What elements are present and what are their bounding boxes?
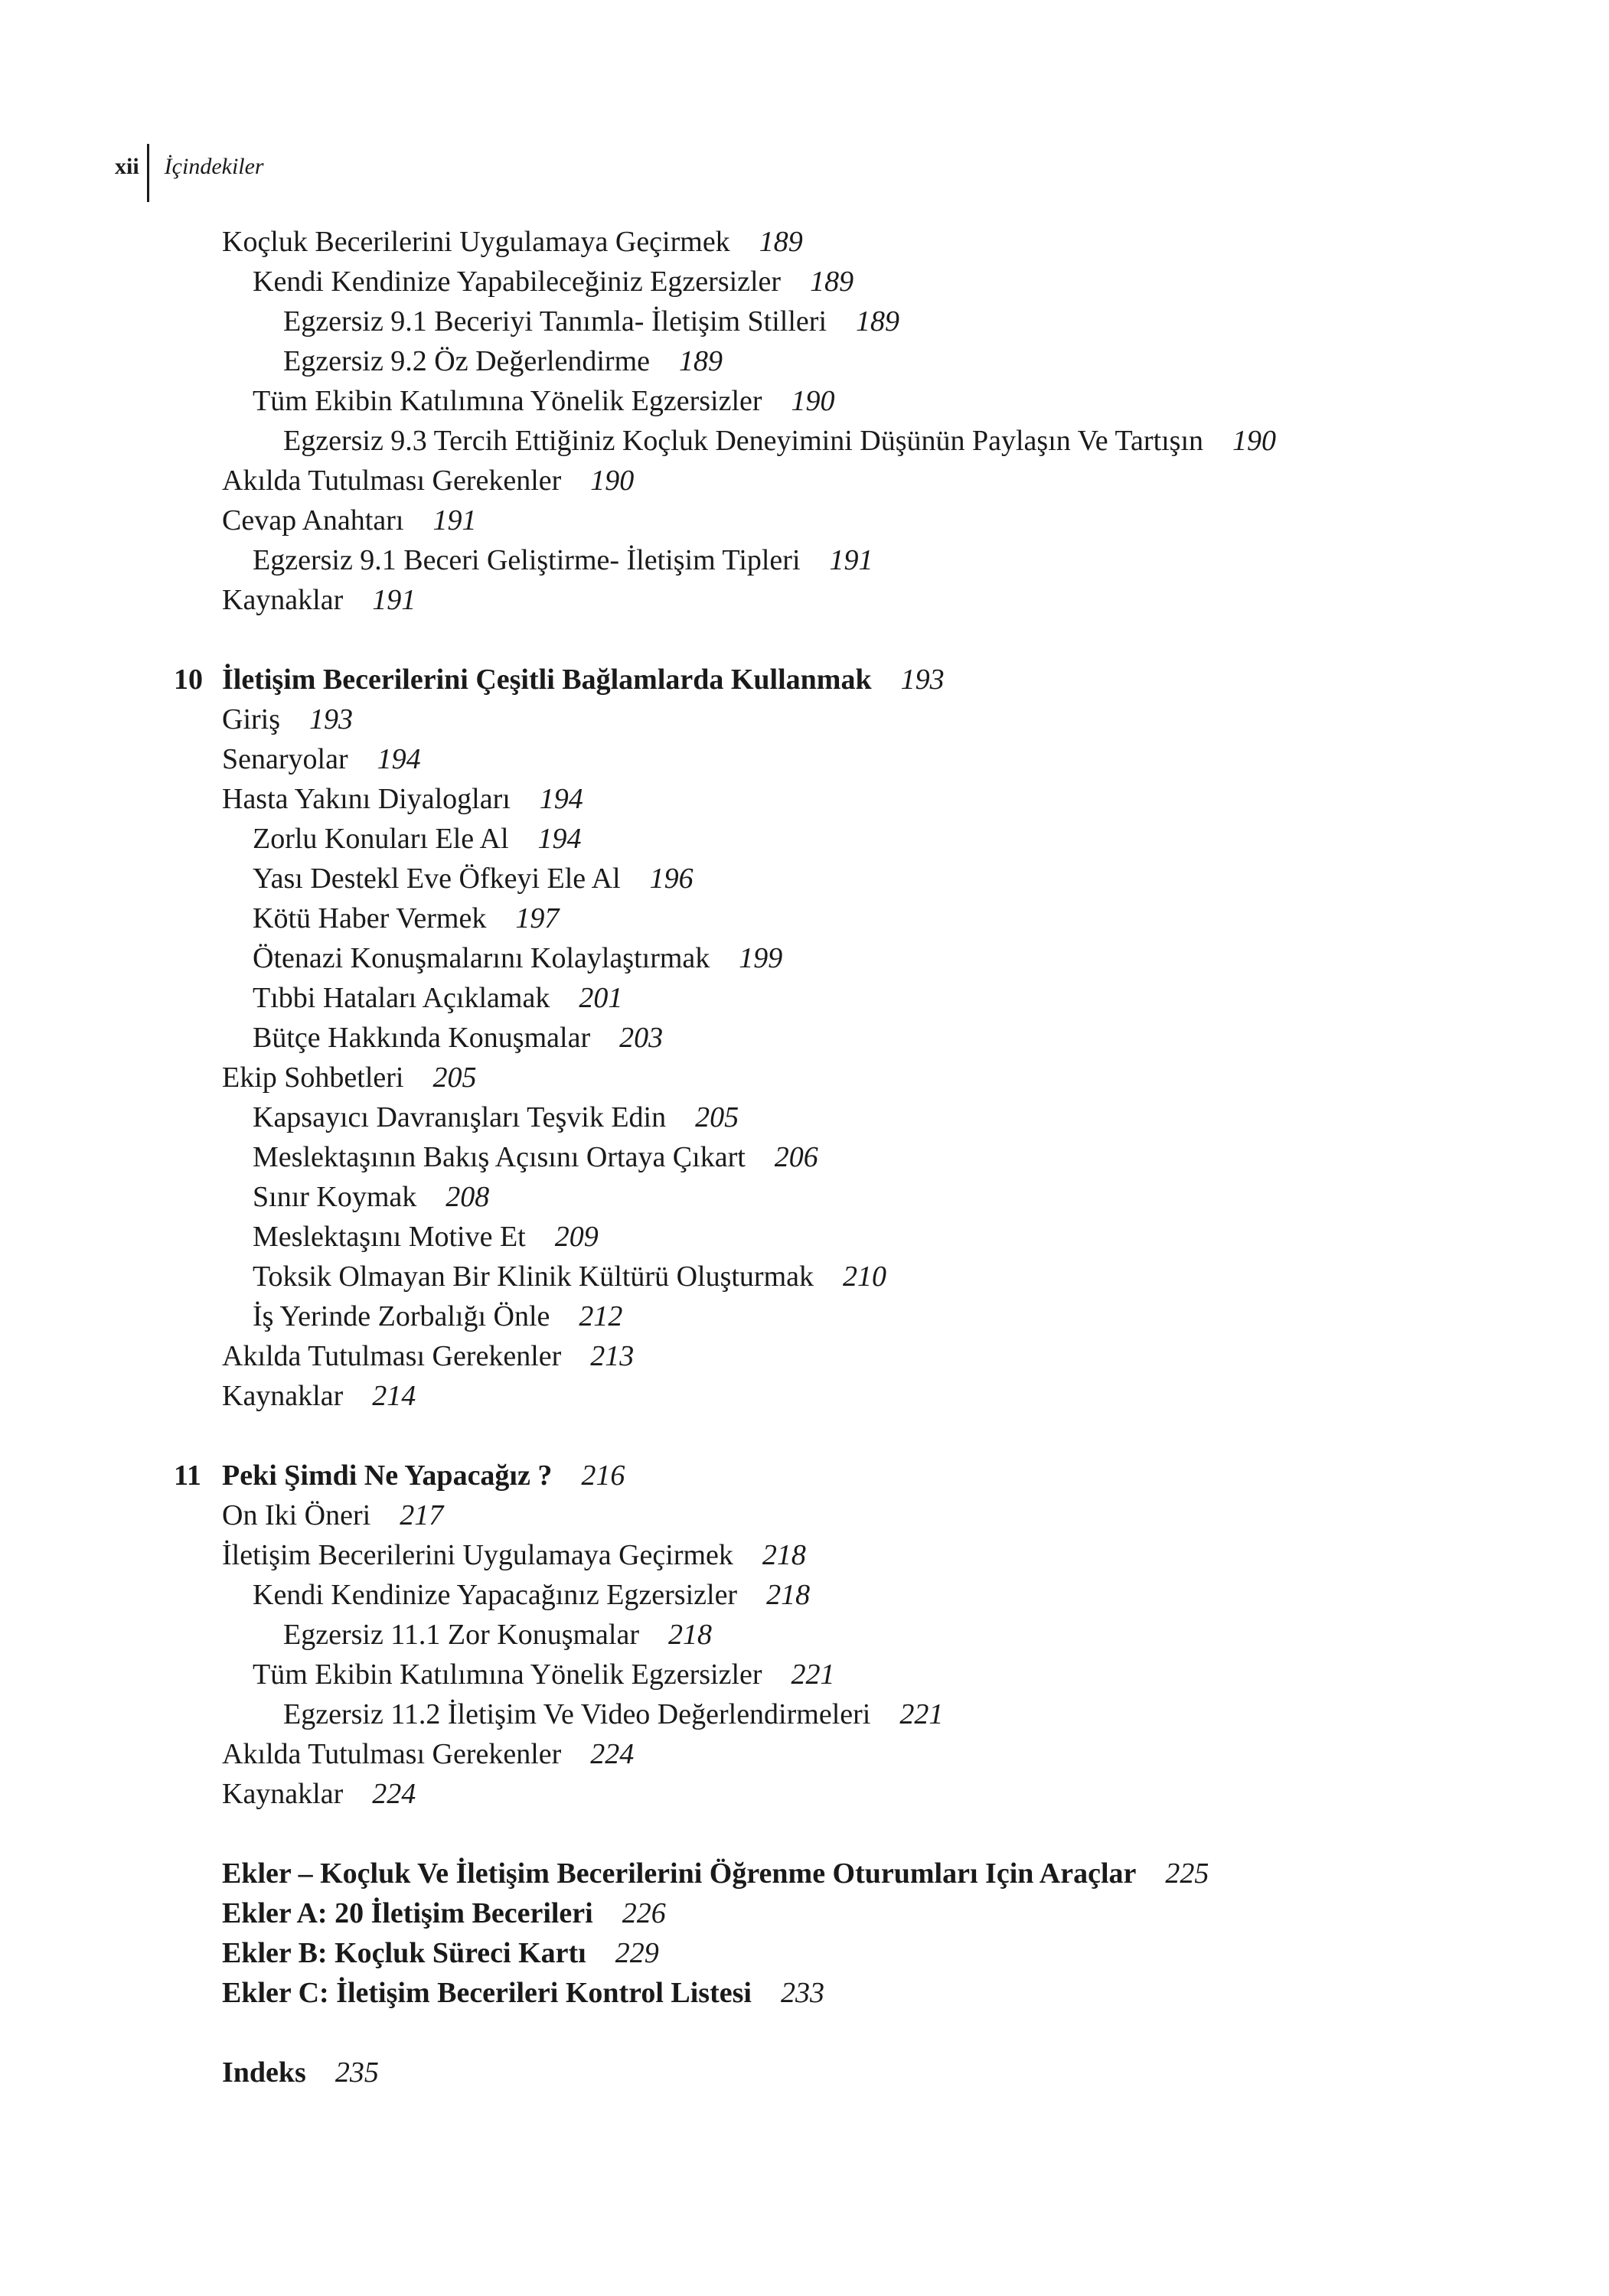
entry-page-number: 197 bbox=[515, 902, 560, 934]
entry-title: Ekler A: 20 İletişim Becerileri bbox=[222, 1897, 593, 1929]
entry-page-number: 226 bbox=[622, 1897, 666, 1929]
toc-entry[interactable] bbox=[0, 938, 1609, 978]
entry-title: Egzersiz 11.2 İletişim Ve Video Değerlendirmeleri bbox=[283, 1698, 871, 1730]
table-of-contents bbox=[0, 222, 1609, 2092]
entry-title: İş Yerinde Zorbalığı Önle bbox=[253, 1300, 550, 1332]
toc-entry[interactable] bbox=[0, 1655, 1609, 1694]
entry-page-number: 208 bbox=[445, 1181, 490, 1213]
entry-page-number: 210 bbox=[843, 1261, 887, 1293]
entry-page-number: 191 bbox=[372, 584, 416, 616]
entry-title: Ötenazi Konuşmalarını Kolaylaştırmak bbox=[253, 942, 710, 974]
entry-title: Tüm Ekibin Katılımına Yönelik Egzersizler bbox=[253, 1658, 762, 1691]
toc-entry[interactable] bbox=[0, 1257, 1609, 1296]
entry-page-number: 194 bbox=[537, 823, 582, 855]
entry-title: Akılda Tutulması Gerekenler bbox=[222, 1738, 562, 1770]
entry-page-number: 225 bbox=[1165, 1857, 1209, 1890]
running-title: İçindekiler bbox=[164, 154, 264, 179]
entry-title: İletişim Becerilerini Çeşitli Bağlamlarda Kullanmak bbox=[222, 664, 872, 696]
chapter-entry[interactable] bbox=[0, 660, 1609, 700]
entry-page-number: 189 bbox=[856, 305, 899, 338]
entry-page-number: 216 bbox=[581, 1459, 625, 1492]
entry-title: Kötü Haber Vermek bbox=[253, 902, 487, 934]
entry-title: Bütçe Hakkında Konuşmalar bbox=[253, 1022, 591, 1054]
entry-page-number: 189 bbox=[679, 345, 723, 377]
chapter-number: 11 bbox=[174, 1459, 201, 1492]
page-number: xii bbox=[115, 154, 139, 179]
entry-title: Ekler – Koçluk Ve İletişim Becerilerini Öğrenme Oturumları Için Araçlar bbox=[222, 1857, 1137, 1890]
toc-entry[interactable] bbox=[0, 501, 1609, 540]
entry-page-number: 194 bbox=[539, 783, 583, 815]
entry-page-number: 221 bbox=[899, 1698, 944, 1730]
entry-page-number: 191 bbox=[829, 544, 873, 576]
entry-page-number: 212 bbox=[579, 1300, 623, 1332]
entry-page-number: 196 bbox=[649, 863, 694, 895]
entry-title: Zorlu Konuları Ele Al bbox=[253, 823, 509, 855]
entry-title: Kendi Kendinize Yapacağınız Egzersizler bbox=[253, 1579, 738, 1611]
chapter-entry[interactable] bbox=[0, 1456, 1609, 1495]
entry-title: Egzersiz 9.1 Beceri Geliştirme- İletişim Tipleri bbox=[253, 544, 801, 576]
entry-page-number: 191 bbox=[432, 504, 477, 536]
entry-title: Giriş bbox=[222, 703, 280, 735]
toc-entry[interactable] bbox=[0, 819, 1609, 859]
entry-page-number: 203 bbox=[619, 1022, 664, 1054]
entry-title: Tüm Ekibin Katılımına Yönelik Egzersizler bbox=[253, 385, 762, 417]
entry-page-number: 190 bbox=[791, 385, 835, 417]
entry-page-number: 217 bbox=[400, 1499, 444, 1531]
entry-title: Koçluk Becerilerini Uygulamaya Geçirmek bbox=[222, 226, 730, 258]
entry-title: Egzersiz 11.1 Zor Konuşmalar bbox=[283, 1619, 639, 1651]
toc-entry[interactable] bbox=[0, 1774, 1609, 1814]
entry-page-number: 193 bbox=[900, 664, 945, 696]
toc-entry[interactable] bbox=[0, 1973, 1609, 2013]
entry-title: Ekler C: İletişim Becerileri Kontrol Listesi bbox=[222, 1977, 752, 2009]
entry-title: Cevap Anahtarı bbox=[222, 504, 404, 536]
entry-title: Kendi Kendinize Yapabileceğiniz Egzersizler bbox=[253, 266, 782, 298]
toc-entry[interactable] bbox=[0, 262, 1609, 302]
entry-title: Kaynaklar bbox=[222, 1380, 344, 1412]
entry-title: Hasta Yakını Diyalogları bbox=[222, 783, 511, 815]
toc-entry[interactable] bbox=[0, 779, 1609, 819]
running-header bbox=[115, 150, 264, 211]
entry-title: Toksik Olmayan Bir Klinik Kültürü Oluşturmak bbox=[253, 1261, 814, 1293]
entry-page-number: 194 bbox=[377, 743, 421, 775]
toc-entry[interactable] bbox=[0, 1615, 1609, 1655]
entry-title: Senaryolar bbox=[222, 743, 348, 775]
entry-title: Ekip Sohbetleri bbox=[222, 1062, 404, 1094]
toc-entry[interactable] bbox=[0, 461, 1609, 501]
entry-page-number: 199 bbox=[739, 942, 783, 974]
toc-entry[interactable] bbox=[0, 1734, 1609, 1774]
toc-entry[interactable] bbox=[0, 1495, 1609, 1535]
entry-title: Sınır Koymak bbox=[253, 1181, 417, 1213]
toc-entry[interactable] bbox=[0, 1336, 1609, 1376]
entry-page-number: 189 bbox=[759, 226, 803, 258]
toc-entry[interactable] bbox=[0, 700, 1609, 739]
entry-page-number: 235 bbox=[335, 2056, 379, 2089]
toc-entry[interactable] bbox=[0, 1933, 1609, 1973]
entry-page-number: 189 bbox=[810, 266, 854, 298]
entry-page-number: 213 bbox=[590, 1340, 635, 1372]
entry-title: Peki Şimdi Ne Yapacağız ? bbox=[222, 1459, 553, 1492]
entry-page-number: 224 bbox=[590, 1738, 635, 1770]
entry-title: Egzersiz 9.1 Beceriyi Tanımla- İletişim Stilleri bbox=[283, 305, 827, 338]
entry-page-number: 218 bbox=[766, 1579, 811, 1611]
entry-page-number: 221 bbox=[791, 1658, 835, 1691]
entry-title: Yası Destekl Eve Öfkeyi Ele Al bbox=[253, 863, 621, 895]
entry-title: Ekler B: Koçluk Süreci Kartı bbox=[222, 1937, 586, 1969]
entry-page-number: 224 bbox=[372, 1778, 416, 1810]
toc-entry[interactable] bbox=[0, 739, 1609, 779]
toc-entry[interactable] bbox=[0, 1854, 1609, 1893]
entry-title: Kapsayıcı Davranışları Teşvik Edin bbox=[253, 1101, 667, 1133]
entry-title: Tıbbi Hataları Açıklamak bbox=[253, 982, 550, 1014]
toc-entry[interactable] bbox=[0, 978, 1609, 1018]
entry-title: Meslektaşını Motive Et bbox=[253, 1221, 526, 1253]
toc-entry[interactable] bbox=[0, 222, 1609, 262]
entry-page-number: 233 bbox=[780, 1977, 824, 2009]
toc-entry[interactable] bbox=[0, 1018, 1609, 1058]
entry-page-number: 190 bbox=[1232, 425, 1277, 457]
entry-page-number: 201 bbox=[579, 982, 623, 1014]
entry-page-number: 205 bbox=[432, 1062, 477, 1094]
toc-entry[interactable] bbox=[0, 1058, 1609, 1097]
toc-entry[interactable] bbox=[0, 859, 1609, 899]
entry-title: İletişim Becerilerini Uygulamaya Geçirmek bbox=[222, 1539, 733, 1571]
toc-entry[interactable] bbox=[0, 899, 1609, 938]
entry-title: Indeks bbox=[222, 2056, 306, 2089]
toc-entry[interactable] bbox=[0, 302, 1609, 341]
entry-title: Kaynaklar bbox=[222, 584, 344, 616]
entry-page-number: 206 bbox=[774, 1141, 818, 1173]
entry-title: Akılda Tutulması Gerekenler bbox=[222, 465, 562, 497]
entry-page-number: 190 bbox=[590, 465, 635, 497]
toc-entry[interactable] bbox=[0, 1376, 1609, 1416]
entry-title: On Iki Öneri bbox=[222, 1499, 371, 1531]
chapter-number: 10 bbox=[174, 664, 203, 696]
toc-entry[interactable] bbox=[0, 341, 1609, 381]
entry-title: Kaynaklar bbox=[222, 1778, 344, 1810]
entry-page-number: 205 bbox=[695, 1101, 739, 1133]
toc-entry[interactable] bbox=[0, 1097, 1609, 1137]
entry-title: Meslektaşının Bakış Açısını Ortaya Çıkart bbox=[253, 1141, 746, 1173]
header-divider bbox=[147, 144, 149, 202]
toc-entry[interactable] bbox=[0, 1177, 1609, 1217]
toc-entry[interactable] bbox=[0, 1137, 1609, 1177]
entry-page-number: 193 bbox=[309, 703, 353, 735]
toc-entry[interactable] bbox=[0, 1217, 1609, 1257]
entry-page-number: 209 bbox=[554, 1221, 599, 1253]
toc-entry[interactable] bbox=[0, 381, 1609, 421]
toc-entry[interactable] bbox=[0, 1575, 1609, 1615]
entry-page-number: 229 bbox=[615, 1937, 659, 1969]
entry-page-number: 214 bbox=[372, 1380, 416, 1412]
toc-entry[interactable] bbox=[0, 1535, 1609, 1575]
toc-entry[interactable] bbox=[0, 421, 1609, 461]
entry-title: Egzersiz 9.2 Öz Değerlendirme bbox=[283, 345, 651, 377]
entry-page-number: 218 bbox=[668, 1619, 712, 1651]
toc-entry[interactable] bbox=[0, 1893, 1609, 1933]
entry-page-number: 218 bbox=[762, 1539, 806, 1571]
toc-entry[interactable] bbox=[0, 1694, 1609, 1734]
toc-entry[interactable] bbox=[0, 540, 1609, 580]
toc-entry[interactable] bbox=[0, 2053, 1609, 2092]
toc-entry[interactable] bbox=[0, 580, 1609, 620]
toc-entry[interactable] bbox=[0, 1296, 1609, 1336]
entry-title: Egzersiz 9.3 Tercih Ettiğiniz Koçluk Deneyimini Düşünün Paylaşın Ve Tartışın bbox=[283, 425, 1204, 457]
entry-title: Akılda Tutulması Gerekenler bbox=[222, 1340, 562, 1372]
